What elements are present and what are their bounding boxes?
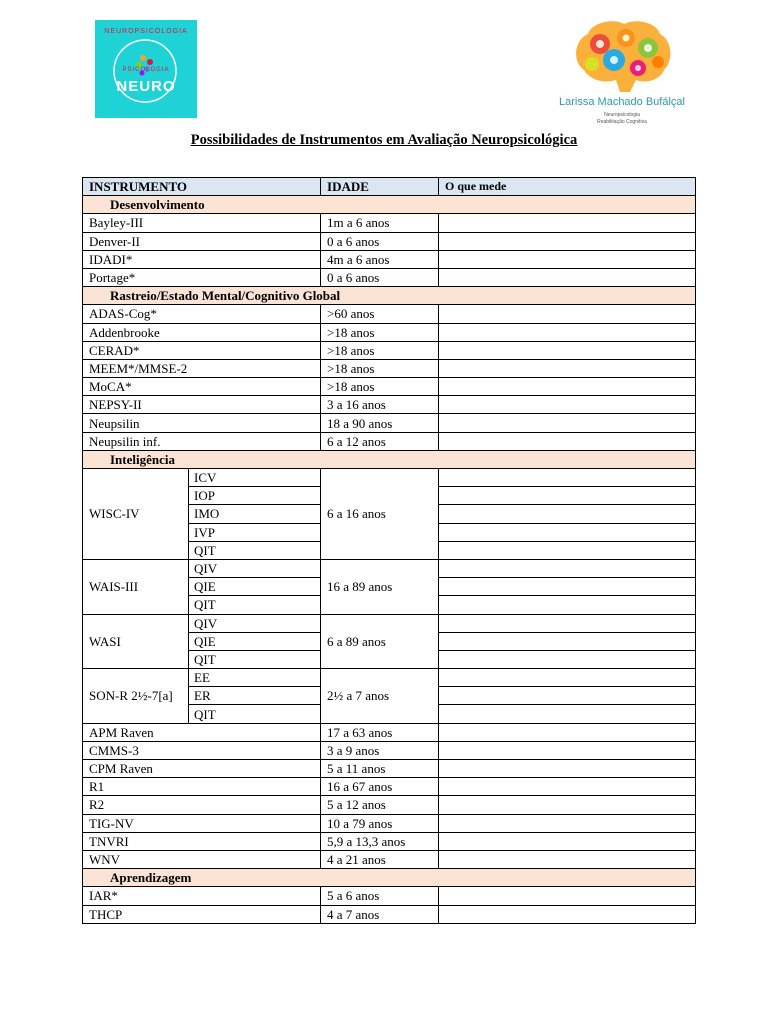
instrument-name: WAIS-III [83,559,189,614]
table-row [83,741,696,759]
instrument-age: 3 a 9 anos [321,741,439,759]
instrument-name: Denver-II [83,232,321,250]
section-row-inteligencia [83,450,696,468]
instrument-name: MEEM*/MMSE-2 [83,359,321,377]
measure-cell [439,268,696,286]
measure-cell [439,832,696,850]
section-label: Desenvolvimento [83,196,696,214]
instrument-name: WASI [83,614,189,669]
instrument-age: >18 anos [321,341,439,359]
logo-name: Larissa Machado Bufálçal [559,96,685,108]
measure-cell [439,323,696,341]
measure-cell [439,796,696,814]
header-idade: IDADE [321,178,439,196]
instrument-name: TNVRI [83,832,321,850]
instrument-name: R2 [83,796,321,814]
measure-cell [439,305,696,323]
instrument-name: MoCA* [83,378,321,396]
section-row-aprendizagem [83,869,696,887]
table-row [83,378,696,396]
section-label: Aprendizagem [83,869,696,887]
measure-cell [439,778,696,796]
table-row [83,341,696,359]
table-row [83,432,696,450]
instrument-age: 3 a 16 anos [321,396,439,414]
instrument-name: CMMS-3 [83,741,321,759]
table-row [83,669,696,687]
instrument-age: >18 anos [321,378,439,396]
section-row-desenvolvimento [83,196,696,214]
instrument-name: WISC-IV [83,469,189,560]
table-row [83,323,696,341]
table-row [83,414,696,432]
table-row [83,359,696,377]
measure-cell [439,596,696,614]
section-label: Rastreio/Estado Mental/Cognitivo Global [83,287,696,305]
instrument-age: 6 a 89 anos [321,614,439,669]
logo-line1: Neuropsicologia [604,112,640,118]
instrument-age: 17 a 63 anos [321,723,439,741]
table-row [83,614,696,632]
subscale: QIT [189,596,321,614]
subscale: IMO [189,505,321,523]
table-row [83,268,696,286]
subscale: QIT [189,541,321,559]
measure-cell [439,341,696,359]
measure-cell [439,523,696,541]
subscale: QIT [189,705,321,723]
table-row [83,887,696,905]
measure-cell [439,432,696,450]
table-row [83,559,696,577]
table-row [83,850,696,868]
instrument-age: 4 a 21 anos [321,850,439,868]
table-row [83,796,696,814]
subscale: QIT [189,650,321,668]
table-row [83,305,696,323]
brain-gears-icon [570,18,674,94]
instrument-age: 0 a 6 anos [321,268,439,286]
measure-cell [439,378,696,396]
measure-cell [439,414,696,432]
measure-cell [439,669,696,687]
measure-cell [439,850,696,868]
instrument-name: TIG-NV [83,814,321,832]
measure-cell [439,505,696,523]
table-row [83,814,696,832]
subscale: ICV [189,469,321,487]
instrument-age: 5 a 6 anos [321,887,439,905]
instrument-name: Bayley-III [83,214,321,232]
instrument-age: >18 anos [321,359,439,377]
measure-cell [439,250,696,268]
measure-cell [439,650,696,668]
measure-cell [439,469,696,487]
instrument-age: 5 a 12 anos [321,796,439,814]
subscale: QIE [189,632,321,650]
measure-cell [439,687,696,705]
instrument-name: NEPSY-II [83,396,321,414]
logo-larissa [552,18,692,133]
subscale: IOP [189,487,321,505]
instrument-age: >60 anos [321,305,439,323]
instrument-age: 6 a 12 anos [321,432,439,450]
instrument-age: 4 a 7 anos [321,905,439,923]
measure-cell [439,214,696,232]
table-row [83,832,696,850]
table-row [83,760,696,778]
instrument-name: R1 [83,778,321,796]
measure-cell [439,905,696,923]
instrument-age: 16 a 67 anos [321,778,439,796]
instrument-name: APM Raven [83,723,321,741]
instrument-name: Addenbrooke [83,323,321,341]
subscale: QIV [189,559,321,577]
instrument-name: CPM Raven [83,760,321,778]
table-row [83,232,696,250]
measure-cell [439,559,696,577]
table-row [83,778,696,796]
instrument-age: 18 a 90 anos [321,414,439,432]
measure-cell [439,760,696,778]
table-header-row [83,178,696,196]
table-row [83,396,696,414]
measure-cell [439,487,696,505]
table-row [83,214,696,232]
logo-line2: Reabilitação Cognitiva [597,119,647,125]
instrument-name: Portage* [83,268,321,286]
logo-neuro [95,20,197,118]
instrument-age: 5,9 a 13,3 anos [321,832,439,850]
subscale: ER [189,687,321,705]
instrument-name: IDADI* [83,250,321,268]
measure-cell [439,814,696,832]
subscale: QIV [189,614,321,632]
instrument-name: IAR* [83,887,321,905]
document-title: Possibilidades de Instrumentos em Avaliação Neuropsicológica [190,132,578,148]
instrument-name: ADAS-Cog* [83,305,321,323]
instrument-name: WNV [83,850,321,868]
instruments-table [82,177,696,924]
subscale: IVP [189,523,321,541]
logo-brand: NEURO [116,78,176,95]
table-row [83,723,696,741]
measure-cell [439,541,696,559]
measure-cell [439,632,696,650]
measure-cell [439,578,696,596]
measure-cell [439,614,696,632]
instrument-name: THCP [83,905,321,923]
measure-cell [439,396,696,414]
table-row [83,469,696,487]
instrument-age: 0 a 6 anos [321,232,439,250]
measure-cell [439,723,696,741]
instrument-age: 2½ a 7 anos [321,669,439,724]
measure-cell [439,359,696,377]
instrument-age: 5 a 11 anos [321,760,439,778]
logo-arc-text: NEUROPSICOLOGIA [104,28,188,35]
measure-cell [439,705,696,723]
instrument-name: CERAD* [83,341,321,359]
instrument-age: 4m a 6 anos [321,250,439,268]
instrument-name: Neupsilin [83,414,321,432]
instrument-name: Neupsilin inf. [83,432,321,450]
subscale: EE [189,669,321,687]
logo-brand-sub: PSICOLOGIA [122,67,170,73]
section-label: Inteligência [83,450,696,468]
subscale: QIE [189,578,321,596]
measure-cell [439,741,696,759]
header-instrumento: INSTRUMENTO [83,178,321,196]
instrument-age: 16 a 89 anos [321,559,439,614]
measure-cell [439,887,696,905]
table-row [83,250,696,268]
table-row [83,905,696,923]
header-o-que-mede: O que mede [439,178,696,196]
measure-cell [439,232,696,250]
section-row-rastreio [83,287,696,305]
instrument-age: 1m a 6 anos [321,214,439,232]
instrument-name: SON-R 2½-7[a] [83,669,189,724]
instrument-age: 10 a 79 anos [321,814,439,832]
instrument-age: >18 anos [321,323,439,341]
instrument-age: 6 a 16 anos [321,469,439,560]
